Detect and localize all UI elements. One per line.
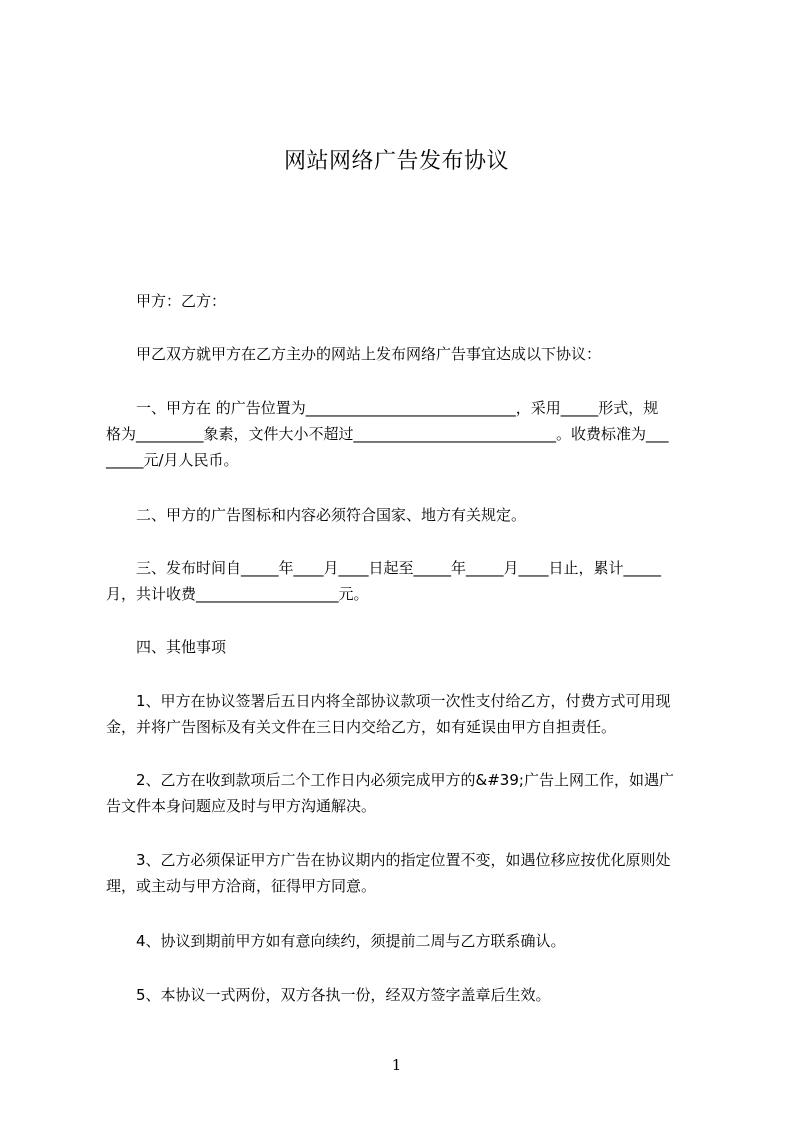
item-5: 5、本协议一式两份，双方各执一份，经双方签字盖章后生效。	[136, 986, 551, 1004]
item-2: 2、乙方在收到款项后二个工作日内必须完成甲方的&#39;广告上网工作，如遇广 告文件本身问题应及时与甲方沟通解决。	[106, 771, 674, 815]
item-3: 3、乙方必须保证甲方广告在协议期内的指定位置不变，如遇位移应按优化原则处 理，或主动与甲方洽商，征得甲方同意。	[106, 851, 671, 895]
page-title: 网站网络广告发布协议	[283, 149, 509, 174]
item-4: 4、协议到期前甲方如有意向续约，须提前二周与乙方联系确认。	[136, 932, 566, 950]
parties-line: 甲方：乙方：	[136, 292, 227, 310]
intro-paragraph: 甲乙双方就甲方在乙方主办的网站上发布网络广告事宜达成以下协议：	[136, 345, 602, 363]
item-1: 1、甲方在协议签署后五日内将全部协议款项一次性支付给乙方，付费方式可用现 金，并将广告图标及有关文件在三日内交给乙方，如有延误由甲方自担责任。	[106, 692, 671, 736]
page-number: 1	[391, 1056, 402, 1074]
clause-4-heading: 四、其他事项	[136, 638, 227, 656]
clause-1: 一、甲方在 的广告位置为____________________________，采用_____形式，规 格为_________象素，文件大小不超过___________________________。收费标准为___ _____元/月人民币。	[106, 399, 669, 469]
clause-3: 三、发布时间自_____年____月____日起至_____年_____月____日止，累计_____ 月，共计收费___________________元。	[106, 559, 662, 603]
clause-2: 二、甲方的广告图标和内容必须符合国家、地方有关规定。	[136, 506, 527, 524]
